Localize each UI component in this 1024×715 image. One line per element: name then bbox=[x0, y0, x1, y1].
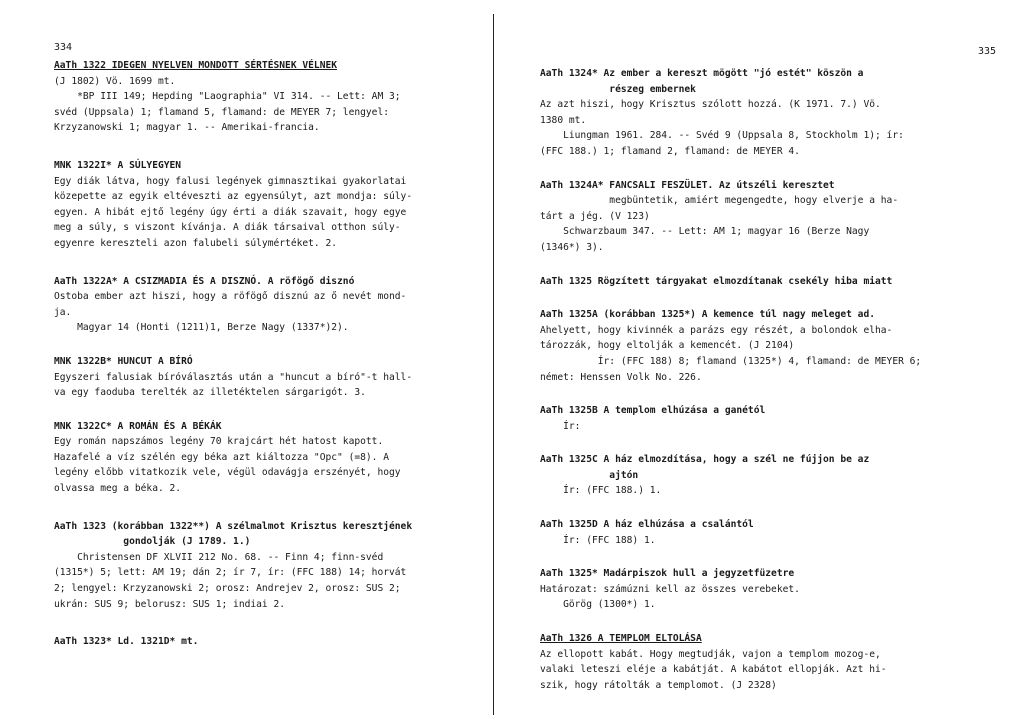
entry-aath-1325b bbox=[540, 403, 992, 434]
entry-line: szik, hogy rátolták a templomot. (J 2328) bbox=[540, 679, 777, 691]
entry-line: tározzák, hogy eltolják a kemencét. (J 2104) bbox=[540, 340, 795, 352]
entry-line: német: Henssen Volk No. 226. bbox=[540, 371, 702, 383]
entry-line: Az ellopott kabát. Hogy megtudják, vajon a templom mozog-e, bbox=[540, 648, 881, 660]
left-page bbox=[0, 0, 492, 715]
entry-heading: MNK 1322I* A SÚLYEGYEN bbox=[54, 159, 182, 171]
entry-line: ja. bbox=[54, 306, 72, 318]
entry-heading: AaTh 1324A* FANCSALI FESZÜLET. Az útszéli keresztet bbox=[540, 179, 835, 191]
entry-heading-cont: ajtón bbox=[540, 469, 639, 481]
entry-line: Ír: bbox=[540, 420, 581, 432]
entry-line: olvassa meg a béka. 2. bbox=[54, 483, 182, 495]
page-number-right: 335 bbox=[977, 46, 996, 57]
left-column bbox=[54, 58, 466, 650]
entry-line: Ostoba ember azt hiszi, hogy a röfögő disznú az ő nevét mond- bbox=[54, 291, 407, 303]
entry-heading: AaTh 1323* Ld. 1321D* mt. bbox=[54, 636, 199, 648]
entry-line: valaki leteszi eléje a kabátját. A kabátot ellopják. Azt hi- bbox=[540, 664, 887, 676]
entry-aath-1323 bbox=[54, 519, 466, 613]
entry-heading: AaTh 1325A (korábban 1325*) A kemence túl nagy meleget ad. bbox=[540, 309, 876, 321]
entry-mnk-1322b bbox=[54, 354, 466, 401]
entry-line: (FFC 188.) 1; flamand 2, flamand: de MEYER 4. bbox=[540, 145, 800, 157]
entry-heading: MNK 1322C* A ROMÁN ÉS A BÉKÁK bbox=[54, 420, 222, 432]
entry-line: (1346*) 3). bbox=[540, 241, 604, 253]
entry-aath-1325-star bbox=[540, 566, 992, 613]
entry-line: Ahelyett, hogy kivinnék a parázs egy részét, a bolondok elha- bbox=[540, 324, 893, 336]
entry-aath-1322 bbox=[54, 58, 466, 136]
entry-line: svéd (Uppsala) 1; flamand 5, flamand: de MEYER 7; lengyel: bbox=[54, 106, 390, 118]
entry-heading: AaTh 1325B A templom elhúzása a ganétól bbox=[540, 405, 766, 417]
entry-aath-1324a bbox=[540, 178, 992, 256]
entry-aath-1325a bbox=[540, 307, 992, 385]
entry-line: meg a súly, s viszont kívánja. A diák társaival otthon súly- bbox=[54, 222, 401, 234]
entry-line: Hazafelé a víz szélén egy béka azt kiáltozza "Opc" (=8). A bbox=[54, 451, 390, 463]
entry-line: Christensen DF XLVII 212 No. 68. -- Finn 4; finn-svéd bbox=[54, 551, 384, 563]
entry-aath-1325d bbox=[540, 517, 992, 548]
entry-line: Görög (1300*) 1. bbox=[540, 599, 656, 611]
entry-heading: AaTh 1323 (korábban 1322**) A szélmalmot Krisztus keresztjének bbox=[54, 520, 413, 532]
entry-heading-cont: gondolják (J 1789. 1.) bbox=[54, 536, 251, 548]
entry-aath-1324 bbox=[540, 66, 992, 160]
entry-line: egyenre kereszteli azon falubeli súlymértéket. 2. bbox=[54, 237, 338, 249]
entry-line: ukrán: SUS 9; belorusz: SUS 1; indiai 2. bbox=[54, 598, 286, 610]
entry-line: tárt a jég. (V 123) bbox=[540, 210, 650, 222]
entry-heading-cont: részeg embernek bbox=[540, 83, 696, 95]
entry-heading: AaTh 1325D A ház elhúzása a csalántól bbox=[540, 519, 754, 531]
entry-heading: AaTh 1322 IDEGEN NYELVEN MONDOTT SÉRTÉSNEK VÉLNEK bbox=[54, 60, 338, 71]
entry-heading: AaTh 1326 A TEMPLOM ELTOLÁSA bbox=[540, 633, 702, 645]
entry-line: legény előbb vitatkozik vele, végül odavágja erszényét, hogy bbox=[54, 467, 401, 479]
entry-aath-1326 bbox=[540, 631, 992, 693]
entry-heading: AaTh 1325 Rögzített tárgyakat elmozdítanak csekély hiba miatt bbox=[540, 275, 893, 287]
right-column bbox=[540, 66, 992, 693]
right-page bbox=[496, 0, 1024, 715]
entry-line: 2; lengyel: Krzyzanowski 2; orosz: Andrejev 2, orosz: SUS 2; bbox=[54, 583, 401, 595]
entry-line: megbüntetik, amiért megengedte, hogy elverje a ha- bbox=[540, 195, 899, 207]
entry-line: egyen. A hibát ejtő legény úgy érti a diák szavait, hogy egye bbox=[54, 206, 407, 218]
entry-line: Határozat: számúzni kell az összes verebeket. bbox=[540, 583, 800, 595]
entry-heading: MNK 1322B* HUNCUT A BÍRÓ bbox=[54, 355, 193, 367]
entry-line: Ír: (FFC 188.) 1. bbox=[540, 485, 662, 497]
entry-line: *BP III 149; Hepding "Laographia" VI 314. -- Lett: AM 3; bbox=[54, 91, 401, 103]
entry-line: Ír: (FFC 188) 1. bbox=[540, 534, 656, 546]
entry-line: 1380 mt. bbox=[540, 114, 587, 126]
entry-line: Schwarzbaum 347. -- Lett: AM 1; magyar 16 (Berze Nagy bbox=[540, 226, 870, 238]
entry-line: Krzyzanowski 1; magyar 1. -- Amerikai-francia. bbox=[54, 122, 320, 134]
entry-line: (1315*) 5; lett: AM 19; dán 2; ír 7, ír: (FFC 188) 14; horvát bbox=[54, 567, 407, 579]
entry-aath-1325c bbox=[540, 452, 992, 499]
entry-line: (J 1802) Vö. 1699 mt. bbox=[54, 75, 176, 87]
entry-line: Egy román napszámos legény 70 krajcárt hét hatost kapott. bbox=[54, 436, 384, 448]
page-number-left: 334 bbox=[54, 42, 73, 53]
entry-line: Az azt hiszi, hogy Krisztus szólott hozzá. (K 1971. 7.) Vö. bbox=[540, 99, 881, 111]
entry-line: Egyszeri falusiak bíróválasztás után a "huncut a bíró"-t hall- bbox=[54, 371, 413, 383]
entry-line: Ír: (FFC 188) 8; flamand (1325*) 4, flamand: de MEYER 6; bbox=[540, 355, 922, 367]
entry-heading: AaTh 1325* Madárpiszok hull a jegyzetfüzetre bbox=[540, 568, 795, 580]
entry-line: Egy diák látva, hogy falusi legények gimnasztikai gyakorlatai bbox=[54, 175, 407, 187]
entry-aath-1322a bbox=[54, 274, 466, 336]
entry-heading: AaTh 1322A* A CSIZMADIA ÉS A DISZNÓ. A röfögő disznó bbox=[54, 275, 355, 287]
page-gutter-line bbox=[493, 14, 494, 715]
entry-line: va egy faoduba terelték az illetéktelen sárgarigót. 3. bbox=[54, 387, 366, 399]
entry-mnk-1322i bbox=[54, 158, 466, 252]
entry-heading: AaTh 1324* Az ember a kereszt mögött "jó estét" köszön a bbox=[540, 68, 864, 79]
entry-line: Magyar 14 (Honti (1211)1, Berze Nagy (1337*)2). bbox=[54, 322, 349, 334]
entry-mnk-1322c bbox=[54, 419, 466, 497]
entry-line: közepette az egyik eltéveszti az egyensúlyt, azt mondja: súly- bbox=[54, 191, 413, 203]
entry-aath-1323-star bbox=[54, 634, 466, 650]
entry-heading: AaTh 1325C A ház elmozdítása, hogy a szél ne fújjon be az bbox=[540, 454, 870, 466]
entry-line: Liungman 1961. 284. -- Svéd 9 (Uppsala 8, Stockholm 1); ír: bbox=[540, 130, 904, 142]
entry-aath-1325 bbox=[540, 274, 992, 290]
